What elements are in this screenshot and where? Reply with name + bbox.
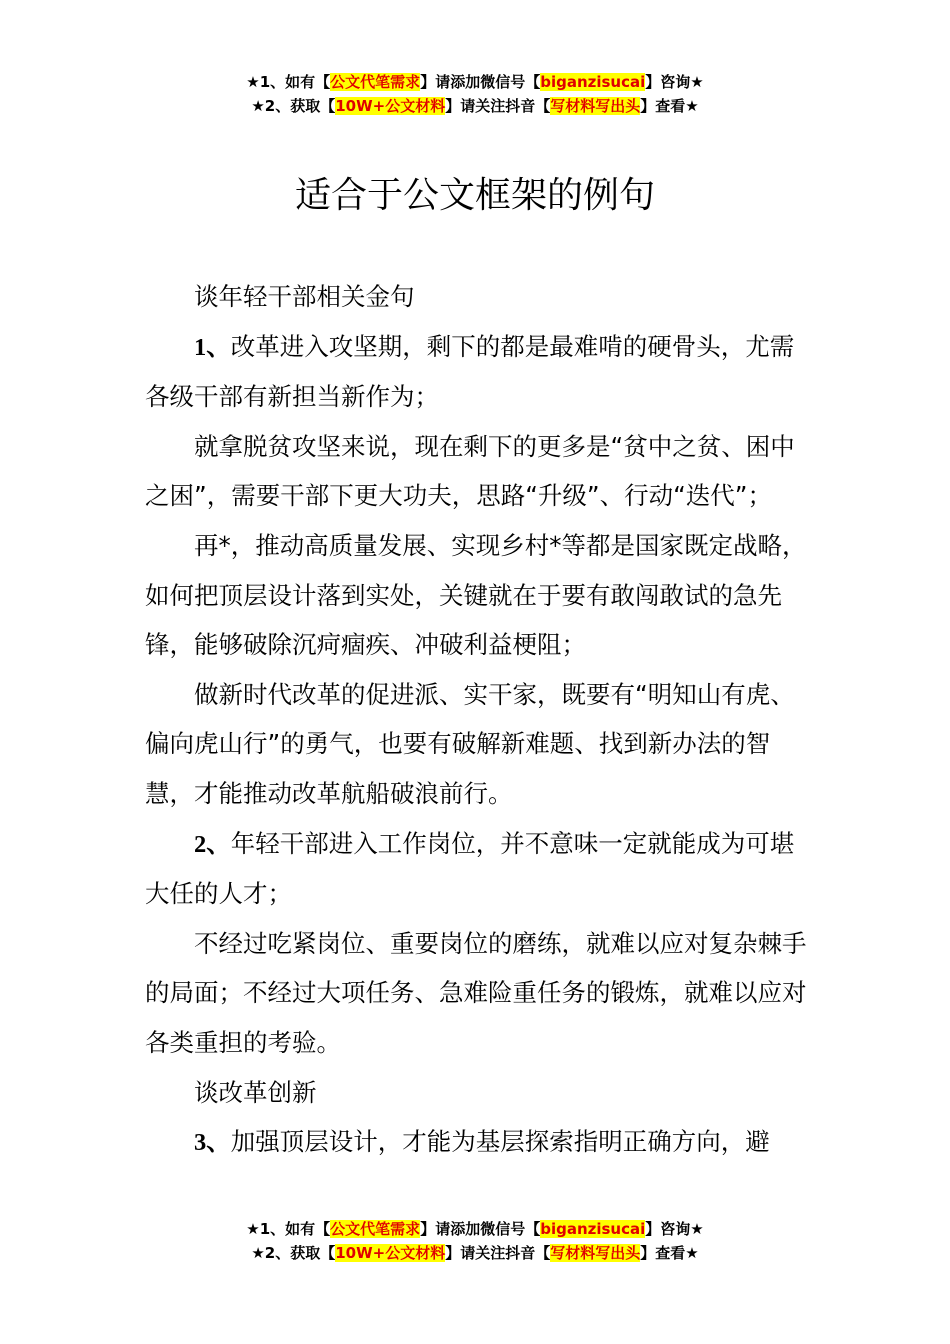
banner-line-2 [0, 94, 950, 118]
banner-text: 】请添加微信号【 [420, 73, 541, 91]
banner-highlight: 公文代笔需求 [330, 1220, 421, 1238]
banner-highlight: biganzisucai [540, 1220, 646, 1238]
list-item [145, 1117, 807, 1168]
banner-text: ★2、获取【 [251, 97, 336, 115]
item-text: 加强顶层设计，才能为基层探索指明正确方向，避 [230, 1127, 770, 1157]
item-separator: 、 [206, 1129, 231, 1157]
banner-text: 】查看★ [640, 1244, 699, 1262]
document-title: 适合于公文框架的例句 [294, 175, 655, 216]
banner-highlight: 公文代笔需求 [330, 73, 421, 91]
header-banner [0, 70, 950, 118]
banner-text: ★2、获取【 [251, 1244, 336, 1262]
banner-line-2 [0, 1241, 950, 1265]
section-heading: 谈改革创新 [194, 1077, 317, 1107]
paragraph: 再*，推动高质量发展、实现乡村*等都是国家既定战略，如何把顶层设计落到实处，关键就在于要有敢闯敢试的急先锋，能够破除沉疴痼疾、冲破利益梗阻； [145, 530, 807, 660]
list-item [145, 819, 807, 919]
item-number: 3 [194, 1129, 207, 1157]
item-separator: 、 [206, 830, 231, 858]
banner-text: ★1、如有【 [246, 73, 331, 91]
banner-highlight: 10W+公文材料 [335, 97, 446, 115]
document-body [145, 272, 807, 1168]
list-item [145, 322, 807, 422]
item-text: 改革进入攻坚期，剩下的都是最难啃的硬骨头，尤需各级干部有新担当新作为； [145, 331, 795, 412]
banner-text: 】咨询★ [645, 1220, 704, 1238]
item-separator: 、 [206, 333, 231, 361]
footer-banner [0, 1217, 950, 1265]
banner-highlight: 写材料写出头 [550, 97, 641, 115]
banner-text: 】咨询★ [645, 73, 704, 91]
banner-highlight: biganzisucai [540, 73, 646, 91]
banner-line-1 [0, 1217, 950, 1241]
banner-line-1 [0, 70, 950, 94]
item-text: 年轻干部进入工作岗位，并不意味一定就能成为可堪大任的人才； [145, 828, 795, 909]
banner-text: ★1、如有【 [246, 1220, 331, 1238]
banner-highlight: 10W+公文材料 [335, 1244, 446, 1262]
section-heading: 谈年轻干部相关金句 [194, 282, 415, 311]
banner-highlight: 写材料写出头 [550, 1244, 641, 1262]
item-number: 1 [194, 333, 207, 361]
banner-text: 】请关注抖音【 [445, 97, 551, 115]
banner-text: 】请添加微信号【 [420, 1220, 541, 1238]
item-number: 2 [194, 830, 207, 858]
paragraph: 做新时代改革的促进派、实干家，既要有“明知山有虎、偏向虎山行”的勇气，也要有破解新难题、找到新办法的智慧，才能推动改革航船破浪前行。 [145, 679, 795, 808]
paragraph: 不经过吃紧岗位、重要岗位的磨练，就难以应对复杂棘手的局面；不经过大项任务、急难险重任务的锻炼，就难以应对各类重担的考验。 [145, 928, 807, 1057]
banner-text: 】请关注抖音【 [445, 1244, 551, 1262]
paragraph: 就拿脱贫攻坚来说，现在剩下的更多是“贫中之贫、困中之困”，需要干部下更大功夫，思路“升级”、行动“迭代”； [145, 431, 795, 511]
banner-text: 】查看★ [640, 97, 699, 115]
